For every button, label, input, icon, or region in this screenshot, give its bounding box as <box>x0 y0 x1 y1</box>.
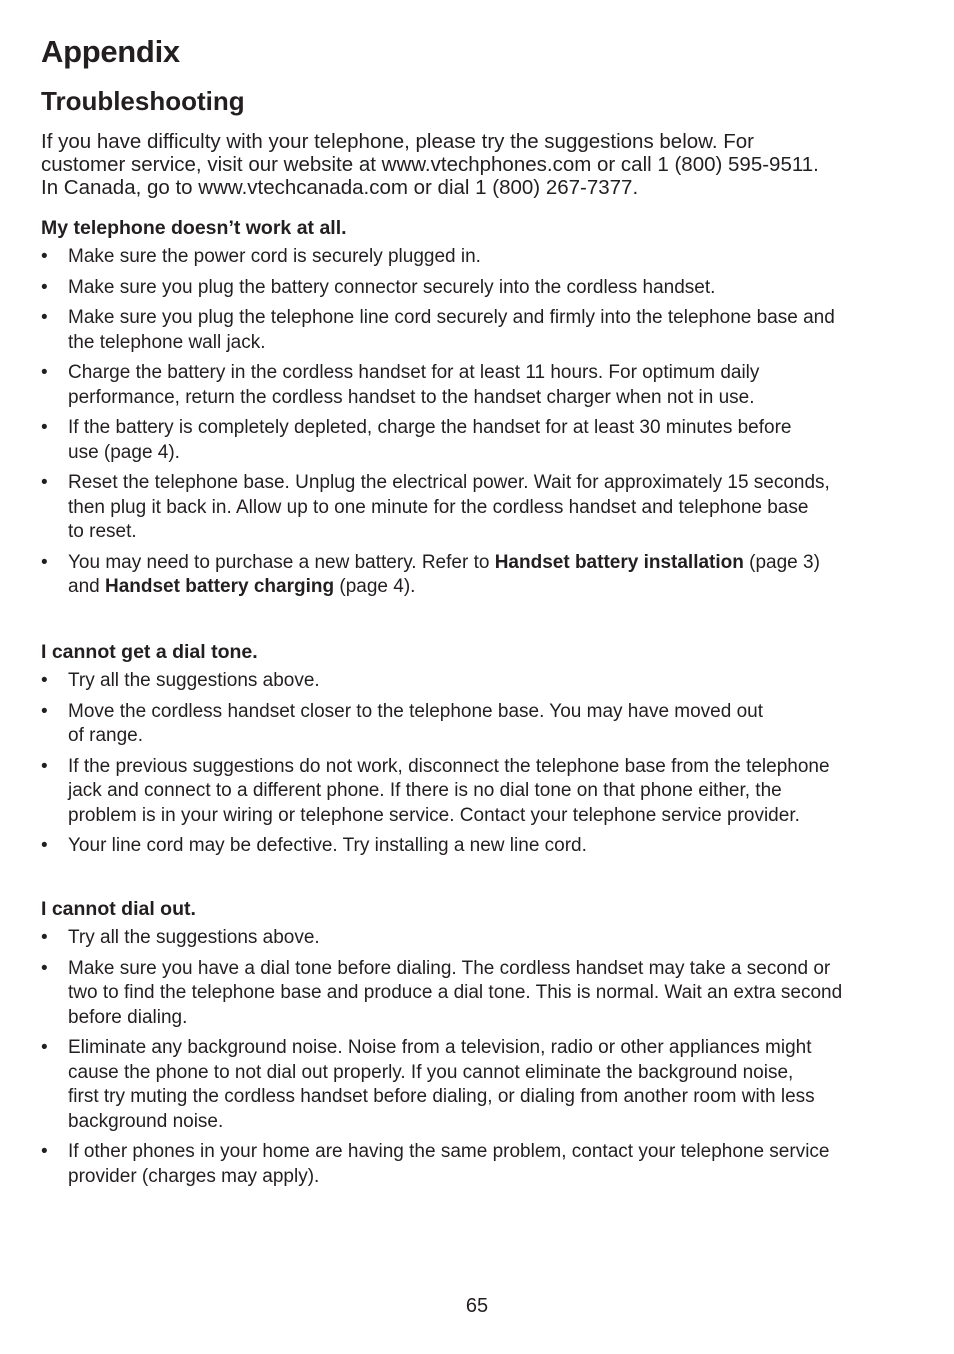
list-item-text: before dialing. <box>68 1006 188 1028</box>
bullet-list <box>41 245 911 600</box>
list-item-text: two to find the telephone base and produce a dial tone. This is normal. Wait an extra second <box>68 982 843 1003</box>
list-item <box>41 306 911 355</box>
list-item-text: Try all the suggestions above. <box>68 670 320 691</box>
list-item <box>41 755 911 829</box>
list-item-text: Charge the battery in the cordless handset for at least 11 hours. For optimum daily <box>68 362 760 383</box>
list-item-text: If the battery is completely depleted, charge the handset for at least 30 minutes before <box>68 417 792 438</box>
bullet-icon: • <box>41 1141 48 1162</box>
list-item-text: You may need to purchase a new battery. Refer to <box>68 551 495 573</box>
bullet-icon: • <box>41 700 48 722</box>
bullet-icon: • <box>41 472 48 493</box>
bullet-icon: • <box>41 362 48 383</box>
bullet-list <box>41 926 911 1189</box>
list-item-text: Eliminate any background noise. Noise from a television, radio or other appliances might <box>68 1037 812 1058</box>
section-heading: I cannot get a dial tone. <box>41 641 258 663</box>
section-heading: I cannot dial out. <box>41 898 196 920</box>
list-item-text: Reset the telephone base. Unplug the electrical power. Wait for approximately 15 seconds, <box>68 472 830 493</box>
bullet-icon: • <box>41 957 48 979</box>
list-item <box>41 700 911 749</box>
list-item-text: to reset. <box>68 521 137 542</box>
list-item <box>41 361 911 410</box>
list-item-text: Make sure the power cord is securely plugged in. <box>68 246 481 267</box>
list-item-text: problem is in your wiring or telephone service. Contact your telephone service provider. <box>68 804 800 826</box>
list-item <box>41 1140 911 1189</box>
list-item <box>41 834 911 859</box>
list-item-text: Make sure you plug the telephone line cord securely and firmly into the telephone base and <box>68 307 835 328</box>
intro-paragraph <box>41 130 911 199</box>
list-item-text: (page 3) <box>743 551 820 573</box>
list-item <box>41 471 911 545</box>
bullet-icon: • <box>41 1037 48 1058</box>
bullet-icon: • <box>41 246 48 267</box>
list-item-text: first try muting the cordless handset before dialing, or dialing from another room with less <box>68 1086 815 1107</box>
list-item-text: and <box>68 576 105 597</box>
list-item-text: If the previous suggestions do not work, disconnect the telephone base from the telephone <box>68 755 830 777</box>
bullet-icon: • <box>41 927 48 948</box>
reference-handset-battery-installation: Handset battery installation <box>494 551 744 573</box>
list-item <box>41 957 911 1031</box>
intro-line: If you have difficulty with your telephone, please try the suggestions below. For <box>41 130 754 153</box>
list-item-text: jack and connect to a different phone. If there is no dial tone on that phone either, the <box>68 780 782 801</box>
list-item-text: (page 4). <box>334 576 416 597</box>
list-item <box>41 669 911 694</box>
list-item <box>41 1036 911 1134</box>
list-item-text: Make sure you plug the battery connector securely into the cordless handset. <box>68 276 716 298</box>
bullet-list <box>41 669 911 859</box>
intro-line: customer service, visit our website at www.vtechphones.com or call 1 (800) 595-9511. <box>41 153 819 176</box>
list-item-text: Try all the suggestions above. <box>68 927 320 948</box>
list-item-text: of range. <box>68 725 143 746</box>
bullet-icon: • <box>41 417 48 438</box>
bullet-icon: • <box>41 276 48 298</box>
bullet-icon: • <box>41 670 48 691</box>
list-item-text: Make sure you have a dial tone before dialing. The cordless handset may take a second or <box>68 957 831 979</box>
page-number: 65 <box>465 1295 489 1317</box>
bullet-icon: • <box>41 551 48 573</box>
list-item-text: cause the phone to not dial out properly. If you cannot eliminate the background noise, <box>68 1061 794 1083</box>
list-item <box>41 245 911 270</box>
list-item <box>41 416 911 465</box>
bullet-icon: • <box>41 307 48 328</box>
list-item <box>41 926 911 951</box>
section-no-work <box>41 216 911 606</box>
intro-line: In Canada, go to www.vtechcanada.com or dial 1 (800) 267-7377. <box>41 176 639 199</box>
section-title: Troubleshooting <box>41 86 245 116</box>
section-no-dial-tone <box>41 640 911 865</box>
section-no-dial-out <box>41 897 911 1195</box>
list-item <box>41 276 911 301</box>
list-item-text: Move the cordless handset closer to the telephone base. You may have moved out <box>68 700 764 722</box>
list-item-text: the telephone wall jack. <box>68 331 266 353</box>
bullet-icon: • <box>41 755 48 777</box>
list-item-text: use (page 4). <box>68 441 180 463</box>
page-title: Appendix <box>41 34 180 69</box>
list-item-text: then plug it back in. Allow up to one minute for the cordless handset and telephone base <box>68 496 809 518</box>
list-item-text: If other phones in your home are having the same problem, contact your telephone service <box>68 1141 830 1162</box>
section-heading: My telephone doesn’t work at all. <box>41 217 347 239</box>
list-item-text: background noise. <box>68 1110 224 1132</box>
list-item-text: Your line cord may be defective. Try installing a new line cord. <box>68 835 587 856</box>
bullet-icon: • <box>41 835 48 856</box>
list-item-text: performance, return the cordless handset to the handset charger when not in use. <box>68 386 755 408</box>
reference-handset-battery-charging: Handset battery charging <box>104 576 335 597</box>
list-item-text: provider (charges may apply). <box>68 1165 320 1187</box>
list-item <box>41 551 911 600</box>
